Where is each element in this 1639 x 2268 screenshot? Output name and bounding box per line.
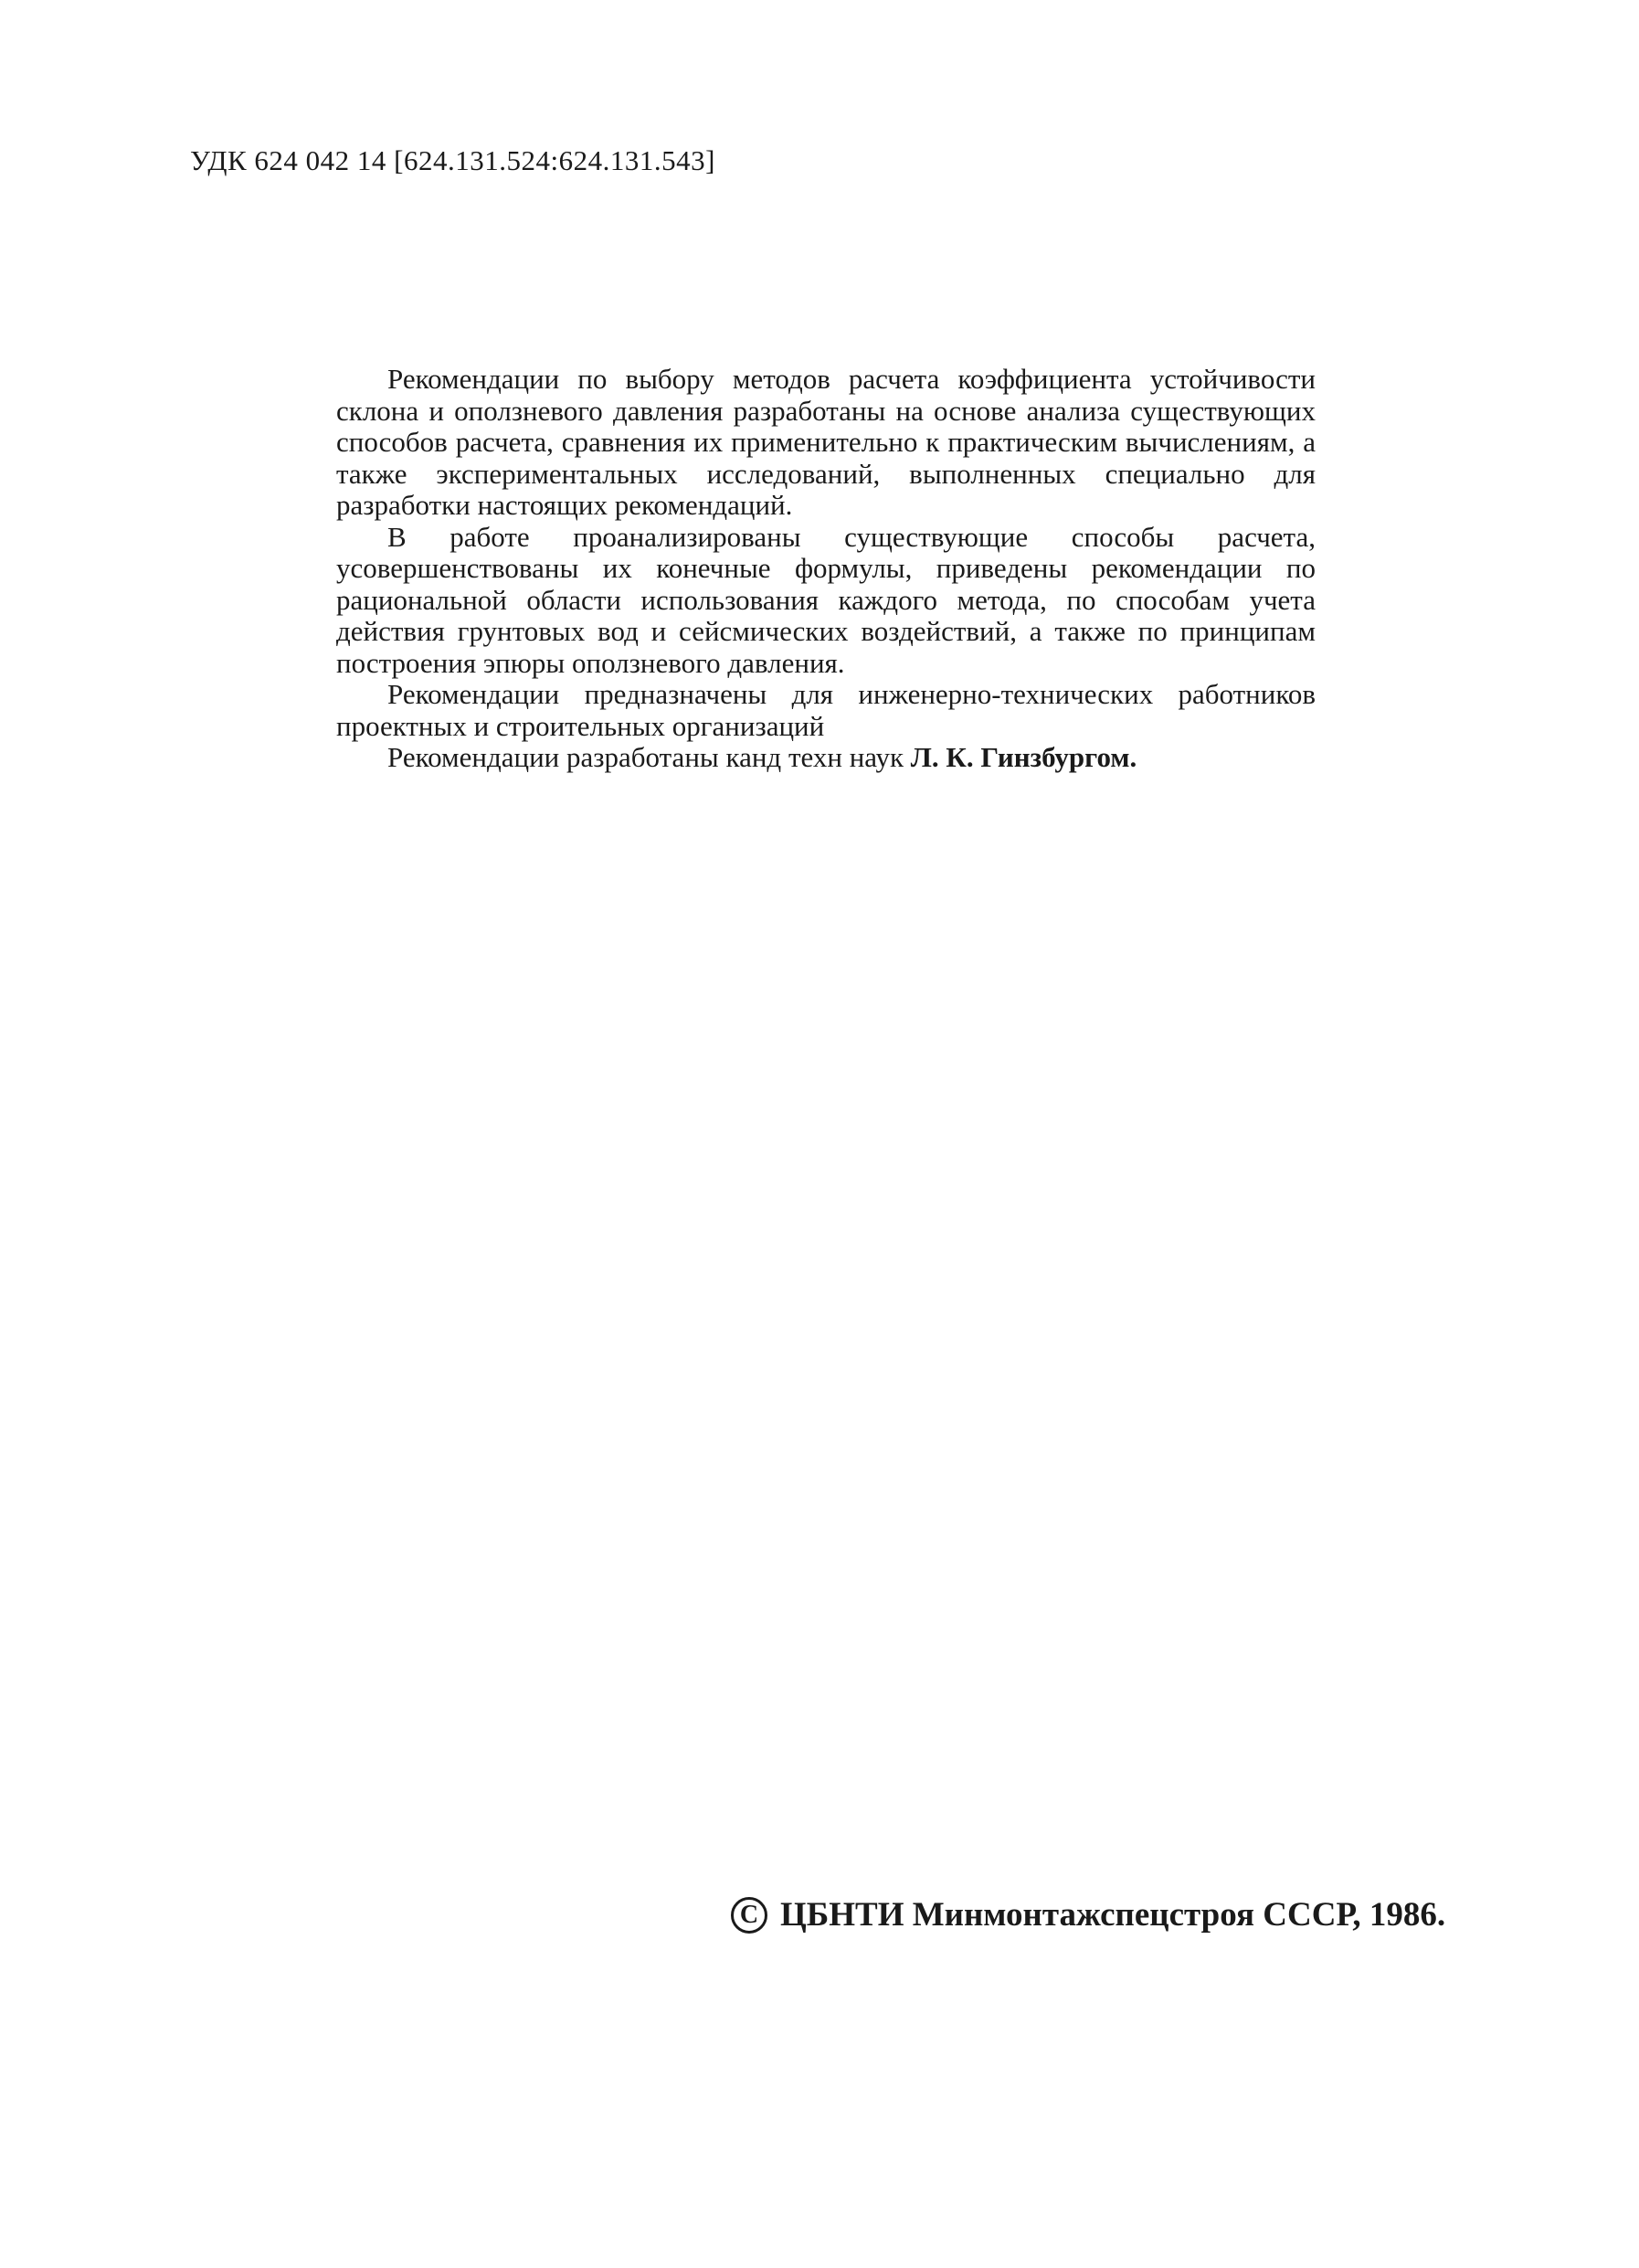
abstract-paragraph-1: Рекомендации по выбору методов расчета коэффициента устойчивости склона и оползневого давления разработаны на основе анализа существующих способов расчета, сравнения их применительно к практическим вычислениям, а также экспериментальных исследований, выполненных специально для разработки настоящих рекомендаций. — [336, 363, 1316, 521]
copyright-notice — [731, 1895, 1445, 1934]
abstract-paragraph-3: Рекомендации предназначены для инженерно-технических работников проектных и строительных организаций — [336, 678, 1316, 742]
abstract-paragraph-2: В работе проанализированы существующие способы расчета, усовершенствованы их конечные формулы, приведены рекомендации по рациональной области использования каждого метода, по способам учета действия грунтовых вод и сейсмических воздействий, а также по принципам построения эпюры оползневого давления. — [336, 520, 1316, 679]
copyright-icon: C — [731, 1897, 767, 1934]
udc-code: УДК 624 042 14 [624.131.524:624.131.543] — [190, 144, 715, 176]
abstract-paragraph-4 — [336, 742, 1316, 774]
author-name: Л. К. Гинзбургом. — [910, 741, 1137, 773]
authorship-text: Рекомендации разработаны канд техн наук — [387, 741, 911, 773]
copyright-text: ЦБНТИ Минмонтажспецстроя СССР, 1986. — [780, 1896, 1446, 1934]
abstract — [336, 364, 1316, 774]
